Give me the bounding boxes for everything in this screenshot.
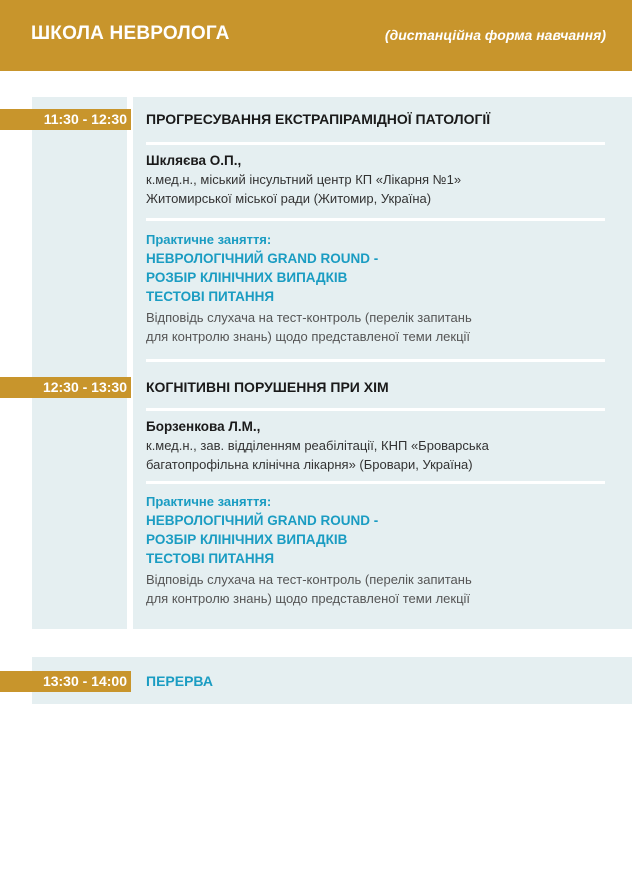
session-1-title-rule: [146, 142, 605, 145]
session-2-speaker-affiliation-1: к.мед.н., зав. відділенням реабілітації, КНП «Броварська: [146, 438, 489, 453]
session-2-practice-line-1: НЕВРОЛОГІЧНИЙ GRAND ROUND -: [146, 513, 379, 528]
session-1-speaker-rule: [146, 218, 605, 221]
session-2-speaker: [146, 417, 586, 474]
session-2-speaker-name: Борзенкова Л.М.,: [146, 419, 261, 434]
break-title: ПЕРЕРВА: [146, 673, 213, 689]
session-1-speaker: [146, 151, 586, 208]
session-2-practice-line-3: ТЕСТОВІ ПИТАННЯ: [146, 551, 275, 566]
time-column-divider: [127, 97, 133, 629]
session-1-end-rule: [146, 359, 605, 362]
session-2-answer-line-1: Відповідь слухача на тест-контроль (перелік запитань: [146, 572, 472, 587]
session-1-practice: [146, 230, 586, 306]
session-1-practice-line-1: НЕВРОЛОГІЧНИЙ GRAND ROUND -: [146, 251, 379, 266]
session-1-practice-label: Практичне заняття:: [146, 232, 272, 247]
session-1-speaker-affiliation-1: к.мед.н., міський інсультний центр КП «Лікарня №1»: [146, 172, 462, 187]
session-2-answer-line-2: для контролю знань) щодо представленої теми лекції: [146, 591, 471, 606]
session-1-time: 11:30 - 12:30: [0, 109, 131, 130]
break-time: 13:30 - 14:00: [0, 671, 131, 692]
session-2-title: КОГНІТИВНІ ПОРУШЕННЯ ПРИ ХІМ: [146, 379, 389, 395]
session-1-practice-line-2: РОЗБІР КЛІНІЧНИХ ВИПАДКІВ: [146, 270, 348, 285]
session-2-practice-label: Практичне заняття:: [146, 494, 272, 509]
program-title: ШКОЛА НЕВРОЛОГА: [31, 23, 230, 44]
program-subtitle: (дистанційна форма навчання): [384, 27, 606, 43]
session-2-practice: [146, 492, 586, 568]
session-1-speaker-name: Шкляєва О.П.,: [146, 153, 242, 168]
session-2-time: 12:30 - 13:30: [0, 377, 131, 398]
session-2-speaker-rule: [146, 481, 605, 484]
session-2-answer: [146, 570, 586, 608]
header-bar: [0, 0, 632, 71]
session-1-speaker-affiliation-2: Житомирської міської ради (Житомир, Україна): [146, 191, 432, 206]
session-1-title: ПРОГРЕСУВАННЯ ЕКСТРАПІРАМІДНОЇ ПАТОЛОГІЇ: [146, 111, 491, 127]
session-2-speaker-affiliation-2: багатопрофільна клінічна лікарня» (Бровари, Україна): [146, 457, 473, 472]
session-2-title-rule: [146, 408, 605, 411]
session-1-answer-line-2: для контролю знань) щодо представленої теми лекції: [146, 329, 471, 344]
session-1-answer-line-1: Відповідь слухача на тест-контроль (перелік запитань: [146, 310, 472, 325]
session-1-practice-line-3: ТЕСТОВІ ПИТАННЯ: [146, 289, 275, 304]
session-1-answer: [146, 308, 586, 346]
session-2-practice-line-2: РОЗБІР КЛІНІЧНИХ ВИПАДКІВ: [146, 532, 348, 547]
